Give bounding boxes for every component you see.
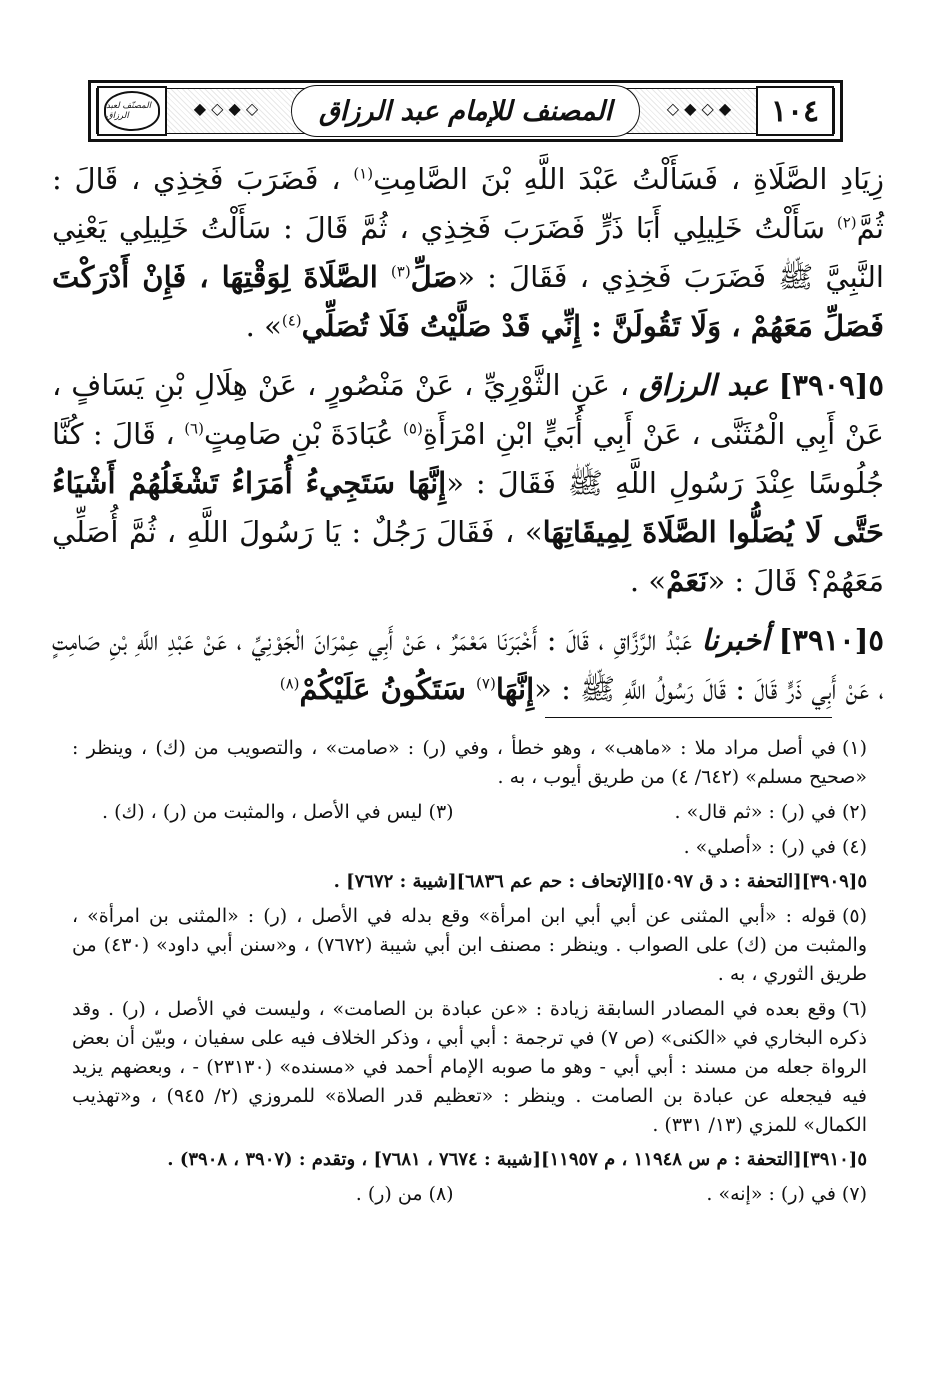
text-run: سَأَلْتُ خَلِيلِي أَبَا ذَرٍّ فَضَرَبَ فَخِذِي ، ثُمَّ قَالَ : سَأَلْتُ خَلِيلِي يَعْنِي النَّبِيَّ ﷺ فَضَرَبَ فَخِذِي ، فَقَالَ : « (52, 211, 884, 294)
ornament-icon: ◆ ◇ ◆ ◇ (193, 98, 259, 118)
reference-3909: ٥[٣٩٠٩][التحفة : د ق ٥٠٩٧][الإتحاف : حم عم ٦٨٣٦][شيبة : ٧٦٧٢] . (333, 871, 867, 892)
footnote-8: (٨) من (ر) . (355, 1183, 454, 1205)
footnote-5 (72, 902, 867, 989)
text-run: عُبَادَةَ بْنِ صَامِتٍ (203, 417, 404, 451)
hadith-3910 (52, 616, 884, 714)
footnote-3: (٣) ليس في الأصل ، والمثبت من (ر) ، (ك) . (102, 801, 454, 823)
hadith-text: إِنَّهَا (495, 672, 535, 706)
footnote-row (72, 798, 867, 827)
narrator: عبد الرزاق (639, 368, 769, 402)
footnote-ref: (٤) (281, 311, 302, 330)
text-run: ، عَنِ الثَّوْرِيِّ ، عَنْ مَنْصُورٍ ، عَنْ هِلَالِ بْنِ يَسَافٍ ، عَنْ أَبِي الْمُثَنَّى ، عَنْ أَبِي أُبَيٍّ ابْنِ امْرَأَةِ (52, 368, 884, 451)
header-title-box (291, 85, 640, 137)
footnote-text: قوله : «أبي المثنى عن أبي أبي ابن امرأة» وقع بدله في الأصل ، (ر) : «المثنى بن امرأة» ، والمثبت من (ك) على الصواب . وينظر : مصنف ابن أبي شيبة (٧٦٧٢) ، و«سنن أبي داود» (٤٣٠) من طريق الثوري ، به . (72, 905, 868, 985)
footnote-text: وقع بعده في المصادر السابقة زيادة : «عن عبادة بن الصامت» ، وليست في الأصل ، (ر) . وقد ذكره البخاري في «الكنى» (ص ٧) في ترجمة : أبي أبي ، وذكر الخلاف فيه على سفيان ، وبيّن أن بعض الرواة جعله من مسند : أبي أبي - وهو ما صوبه الإمام أحمد في «مسنده» (٢٣١٣٠) - ، وبعضهم يزيد فيه فيجعله عن عبادة بن الصامت . وينظر : «تعظيم قدر الصلاة» للمروزي (٢/ ٩٤٥) ، و«تهذيب الكمال» للمزي (١٣/ ٣٣١) . (72, 998, 868, 1136)
footnote-number: (٦) (841, 998, 867, 1020)
text-run: عَبْدُ الرَّزَّاقِ ، قَالَ : أَخْبَرَنَا مَعْمَرٌ ، عَنْ أَبِي عِمْرَانَ الْجَوْنِيِّ ، عَنْ عَبْدِ اللَّهِ بْنِ صَامِتٍ ، عَنْ أَبِي ذَرٍّ قَالَ : قَالَ رَسُولُ اللَّهِ ﷺ : « (52, 623, 884, 706)
text-run: » ، فَقَالَ رَجُلٌ : يَا رَسُولَ اللَّهِ ، ثُمَّ أُصَلِّي مَعَهُمْ؟ قَالَ : « (52, 515, 884, 598)
footnote-divider (545, 717, 832, 718)
footnote-6 (72, 995, 867, 1140)
footnote-ref: (٣) (390, 262, 411, 281)
hadith-text: نَعَمْ (666, 564, 708, 598)
page-number-box (756, 86, 834, 136)
text-run: ، فَضَرَبَ فَخِذِي ، قَالَ : ثُمَّ (52, 162, 884, 245)
footnote-1 (72, 734, 867, 792)
hadith-number: ٥[٣٩١٠] (778, 623, 884, 657)
page-title: المصنف للإمام عبد الرزاق (318, 95, 613, 127)
page-number: ١٠٤ (770, 93, 820, 129)
paragraph-continuation (52, 155, 884, 351)
footnote-2: (٢) في (ر) : «ثم قال» . (674, 801, 867, 823)
hadith-text: الصَّلَاةَ لِوَقْتِهَا ، فَإِنْ أَدْرَكْتَ فَصَلِّ مَعَهُمْ ، وَلَا تَقُولَنَّ : إِنِّي قَدْ صَلَّيْتُ فَلَا تُصَلِّي (52, 260, 884, 343)
footnote-ref: (٦) (184, 419, 204, 438)
footnote-text: في أصل مراد ملا : «ماهب» ، وهو خطأ ، وفي (ر) : «صامت» ، والتصويب من (ك) ، وينظر : «صحيح مسلم» (٦٤٢/ ٤) من طريق أيوب ، به . (72, 737, 867, 788)
seal-icon (104, 91, 160, 131)
hadith-number: ٥[٣٩٠٩] (778, 368, 884, 402)
reference-3910: ٥[٣٩١٠][التحفة : م س ١١٩٤٨ ، م ١١٩٥٧][شيبة : ٧٦٧٤ ، ٧٦٨١] ، وتقدم : (٣٩٠٧ ، ٣٩٠٨) . (167, 1149, 867, 1170)
ornament-icon: ◇ ◆ ◇ ◆ (666, 98, 732, 118)
seal-box (97, 86, 167, 136)
hadith-text: صَلِّ (410, 260, 458, 294)
text-run: ، قَالَ : كُنَّا جُلُوسًا عِنْدَ رَسُولِ اللَّهِ ﷺ فَقَالَ : « (52, 417, 884, 500)
footnote-number: (٥) (841, 905, 867, 927)
footnote-ref: (٥) (403, 419, 423, 438)
footnote-ref: (١) (353, 164, 374, 183)
footnote-7: (٧) في (ر) : «إنه» . (706, 1183, 867, 1205)
footnote-ref: (٧) (476, 674, 496, 693)
hadith-text: إِنَّهَا سَتَجِيءُ أُمَرَاءُ تَشْغَلُهُمْ أَشْيَاءُ حَتَّى لَا يُصَلُّوا الصَّلَاةَ لِمِيقَاتِهَا (52, 466, 884, 549)
text-run: » . (629, 564, 667, 598)
seal-text: المصنّف لعبد الرزاق (106, 101, 152, 121)
footnote-row (72, 1180, 867, 1209)
footnote-ref: (٢) (836, 213, 857, 232)
footnote-4: (٤) في (ر) : «أصلي» . (683, 836, 867, 858)
footnote-ref: (٨) (279, 674, 300, 693)
narrator: أخبرنا (701, 623, 770, 657)
header-banner (88, 80, 843, 142)
main-text (52, 155, 884, 715)
text-run: زِيَادِ الصَّلَاةِ ، فَسَأَلْتُ عَبْدَ اللَّهِ بْنَ الصَّامِتِ (373, 162, 884, 196)
hadith-3909 (52, 361, 884, 606)
hadith-text: سَتَكُونُ عَلَيْكُمْ (299, 672, 477, 706)
footnote-number: (١) (841, 737, 867, 759)
text-run: » . (245, 309, 282, 343)
footnotes (72, 734, 867, 1334)
